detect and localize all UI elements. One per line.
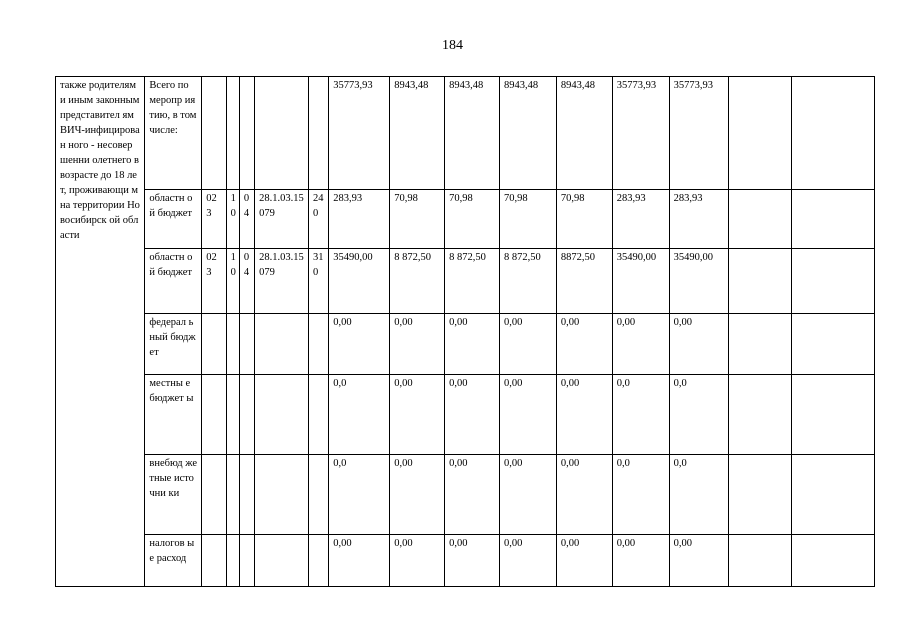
value-cell: 0,00 <box>499 375 556 455</box>
table-row <box>56 314 875 375</box>
empty-cell <box>728 249 791 314</box>
value-cell: 0,00 <box>329 314 390 375</box>
code-cell: 28.1.03.15079 <box>255 190 309 249</box>
code-cell <box>202 314 226 375</box>
code-cell <box>239 455 254 535</box>
value-cell: 0,0 <box>612 375 669 455</box>
code-cell <box>202 535 226 587</box>
code-cell <box>202 455 226 535</box>
value-cell: 0,00 <box>445 535 500 587</box>
code-cell <box>255 455 309 535</box>
empty-cell <box>728 77 791 190</box>
value-cell: 0,00 <box>390 535 445 587</box>
funding-source-label: Всего по меропр иятию, в том числе: <box>145 77 202 190</box>
code-cell <box>308 77 328 190</box>
recipients-cell: также родителям и иным законным представител ям ВИЧ-инфицирован ного - несовершенни олетнего в возрасте до 18 лет, проживающи м на территории Новосибирск ой области <box>56 77 145 587</box>
table-row <box>56 249 875 314</box>
code-cell <box>308 375 328 455</box>
value-cell: 0,00 <box>499 535 556 587</box>
value-cell: 0,00 <box>499 455 556 535</box>
value-cell: 8943,48 <box>556 77 612 190</box>
empty-cell <box>791 375 874 455</box>
value-cell: 0,00 <box>390 314 445 375</box>
value-cell: 283,93 <box>669 190 728 249</box>
code-cell <box>255 314 309 375</box>
code-cell: 023 <box>202 249 226 314</box>
value-cell: 35490,00 <box>612 249 669 314</box>
value-cell: 0,0 <box>669 455 728 535</box>
value-cell: 283,93 <box>612 190 669 249</box>
code-cell <box>226 455 239 535</box>
value-cell: 8943,48 <box>390 77 445 190</box>
value-cell: 8 872,50 <box>390 249 445 314</box>
code-cell <box>239 535 254 587</box>
code-cell <box>226 314 239 375</box>
value-cell: 0,0 <box>329 375 390 455</box>
code-cell <box>308 455 328 535</box>
value-cell: 0,00 <box>612 535 669 587</box>
funding-source-label: внебюд жетные источни ки <box>145 455 202 535</box>
empty-cell <box>791 455 874 535</box>
value-cell: 35490,00 <box>329 249 390 314</box>
value-cell: 70,98 <box>445 190 500 249</box>
value-cell: 0,00 <box>556 314 612 375</box>
page-number: 184 <box>442 38 463 53</box>
code-cell: 240 <box>308 190 328 249</box>
value-cell: 0,00 <box>612 314 669 375</box>
value-cell: 0,0 <box>329 455 390 535</box>
funding-source-label: областн ой бюджет <box>145 249 202 314</box>
budget-table <box>55 76 875 587</box>
empty-cell <box>791 535 874 587</box>
code-cell <box>308 535 328 587</box>
value-cell: 0,00 <box>445 375 500 455</box>
code-cell <box>202 375 226 455</box>
code-cell <box>255 375 309 455</box>
code-cell: 10 <box>226 190 239 249</box>
value-cell: 0,00 <box>556 455 612 535</box>
value-cell: 35490,00 <box>669 249 728 314</box>
funding-source-label: областн ой бюджет <box>145 190 202 249</box>
code-cell <box>226 77 239 190</box>
value-cell: 0,00 <box>390 375 445 455</box>
code-cell <box>308 314 328 375</box>
value-cell: 0,00 <box>329 535 390 587</box>
empty-cell <box>791 249 874 314</box>
value-cell: 0,00 <box>556 535 612 587</box>
empty-cell <box>728 314 791 375</box>
funding-source-label: местны е бюджет ы <box>145 375 202 455</box>
value-cell: 0,0 <box>612 455 669 535</box>
value-cell: 8943,48 <box>499 77 556 190</box>
value-cell: 0,00 <box>556 375 612 455</box>
table-row <box>56 375 875 455</box>
code-cell: 10 <box>226 249 239 314</box>
value-cell: 0,00 <box>445 314 500 375</box>
code-cell <box>239 77 254 190</box>
value-cell: 8 872,50 <box>499 249 556 314</box>
code-cell: 04 <box>239 190 254 249</box>
value-cell: 8872,50 <box>556 249 612 314</box>
empty-cell <box>791 77 874 190</box>
value-cell: 0,00 <box>669 535 728 587</box>
empty-cell <box>728 190 791 249</box>
value-cell: 0,00 <box>669 314 728 375</box>
value-cell: 35773,93 <box>329 77 390 190</box>
empty-cell <box>728 535 791 587</box>
code-cell <box>226 375 239 455</box>
value-cell: 0,00 <box>499 314 556 375</box>
value-cell: 70,98 <box>499 190 556 249</box>
value-cell: 0,00 <box>390 455 445 535</box>
value-cell: 283,93 <box>329 190 390 249</box>
funding-source-label: налогов ые расход <box>145 535 202 587</box>
table-row <box>56 455 875 535</box>
value-cell: 8943,48 <box>445 77 500 190</box>
table-row <box>56 77 875 190</box>
empty-cell <box>791 314 874 375</box>
table-row <box>56 190 875 249</box>
value-cell: 35773,93 <box>669 77 728 190</box>
value-cell: 35773,93 <box>612 77 669 190</box>
empty-cell <box>728 455 791 535</box>
code-cell: 04 <box>239 249 254 314</box>
value-cell: 0,0 <box>669 375 728 455</box>
funding-source-label: федерал ьный бюджет <box>145 314 202 375</box>
table-row <box>56 535 875 587</box>
empty-cell <box>728 375 791 455</box>
code-cell <box>226 535 239 587</box>
value-cell: 70,98 <box>390 190 445 249</box>
code-cell: 023 <box>202 190 226 249</box>
code-cell <box>239 314 254 375</box>
empty-cell <box>791 190 874 249</box>
code-cell: 28.1.03.15079 <box>255 249 309 314</box>
value-cell: 8 872,50 <box>445 249 500 314</box>
code-cell <box>255 77 309 190</box>
code-cell <box>239 375 254 455</box>
code-cell <box>255 535 309 587</box>
value-cell: 0,00 <box>445 455 500 535</box>
code-cell: 310 <box>308 249 328 314</box>
value-cell: 70,98 <box>556 190 612 249</box>
code-cell <box>202 77 226 190</box>
